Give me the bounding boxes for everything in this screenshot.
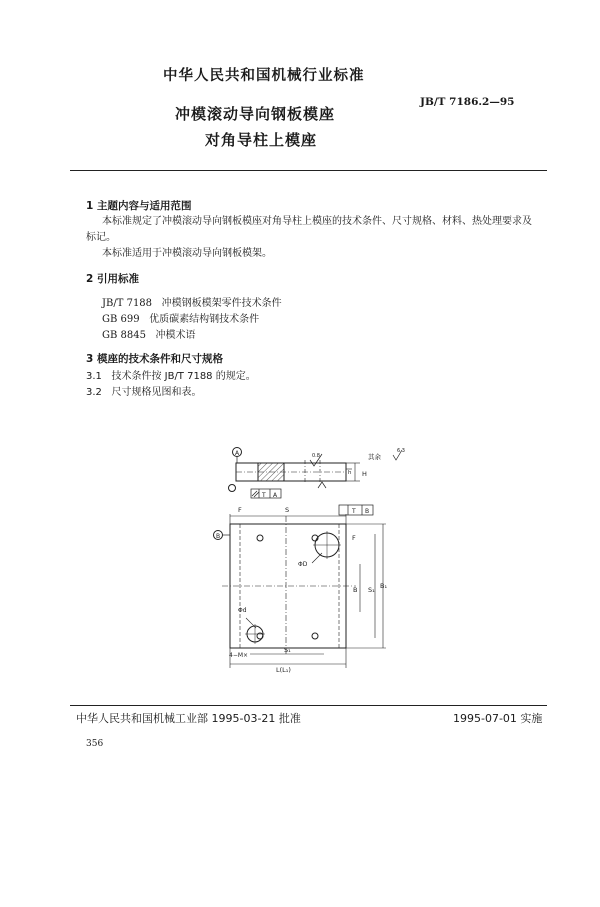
section-1-heading: 1 主题内容与适用范围	[86, 200, 192, 212]
approval-info: 中华人民共和国机械工业部 1995-03-21 批准	[76, 712, 301, 725]
dim-m-label: 4−M×	[229, 652, 249, 659]
reference-code: JB/T 7188	[102, 298, 153, 309]
item-number: 3.2	[86, 387, 102, 398]
document-title-line1: 冲模滚动导向钢板模座	[175, 105, 336, 123]
tol-frame-t: T	[262, 492, 266, 499]
page-number: 356	[86, 739, 104, 749]
issuing-organization: 中华人民共和国机械行业标准	[163, 68, 365, 84]
document-title-line2: 对角导柱上模座	[205, 131, 318, 149]
footer-divider	[70, 705, 547, 706]
datum-b-label: B	[216, 533, 221, 540]
reference-title: 冲模钢板模架零件技术条件	[161, 298, 282, 309]
reference-code: GB 8845	[102, 330, 146, 341]
dim-d-small-label: Φd	[238, 607, 247, 614]
reference-title: 优质碳素结构钢技术条件	[149, 314, 260, 325]
reference-code: GB 699	[102, 314, 140, 325]
dim-b-label: B	[353, 586, 358, 594]
roughness-rest-value: 6.3	[397, 448, 405, 454]
dim-b1-label: B₁	[380, 582, 388, 590]
section-2-heading: 2 引用标准	[86, 273, 139, 285]
dim-s-label: S	[285, 506, 290, 514]
standard-number: JB/T 7186.2—95	[420, 96, 515, 108]
item-text: 尺寸规格见图和表。	[111, 387, 202, 398]
section-1-paragraph-1: 本标准规定了冲模滚动导向钢板模座对角导柱上模座的技术条件、尺寸规格、材料、热处理要求及	[102, 216, 532, 227]
datum-t-symbol	[229, 485, 236, 492]
tol-frame-t2: T	[352, 508, 356, 515]
tol-frame-b: B	[365, 508, 370, 515]
datum-a-label: A	[235, 450, 240, 457]
dim-h-small-label: h	[348, 470, 352, 476]
item-number: 3.1	[86, 371, 102, 382]
dim-d-large-label: ΦD	[298, 561, 308, 568]
dim-f-vertical-label: F	[352, 534, 356, 542]
dim-h-label: H	[362, 470, 367, 478]
reference-title: 冲模术语	[155, 330, 196, 341]
section-1-paragraph-2: 本标准适用于冲模滚动导向钢板模架。	[102, 248, 272, 259]
screw-hole	[257, 535, 263, 541]
dim-s1-vertical-label: S₁	[368, 586, 375, 594]
section-1-paragraph-1-cont: 标记。	[86, 232, 116, 243]
screw-hole	[312, 633, 318, 639]
effective-date: 1995-07-01 实施	[453, 712, 543, 725]
section-3-heading: 3 模座的技术条件和尺寸规格	[86, 353, 223, 365]
roughness-face-value: 0.8	[312, 453, 320, 459]
dim-f-label: F	[238, 506, 242, 514]
item-text: 技术条件按 JB/T 7188 的规定。	[111, 371, 256, 382]
roughness-rest-label: 其余	[368, 453, 381, 461]
dim-s1-label: S₁	[284, 646, 291, 654]
tol-frame-a: A	[273, 492, 278, 499]
dim-l-label: L(L₁)	[276, 666, 291, 674]
